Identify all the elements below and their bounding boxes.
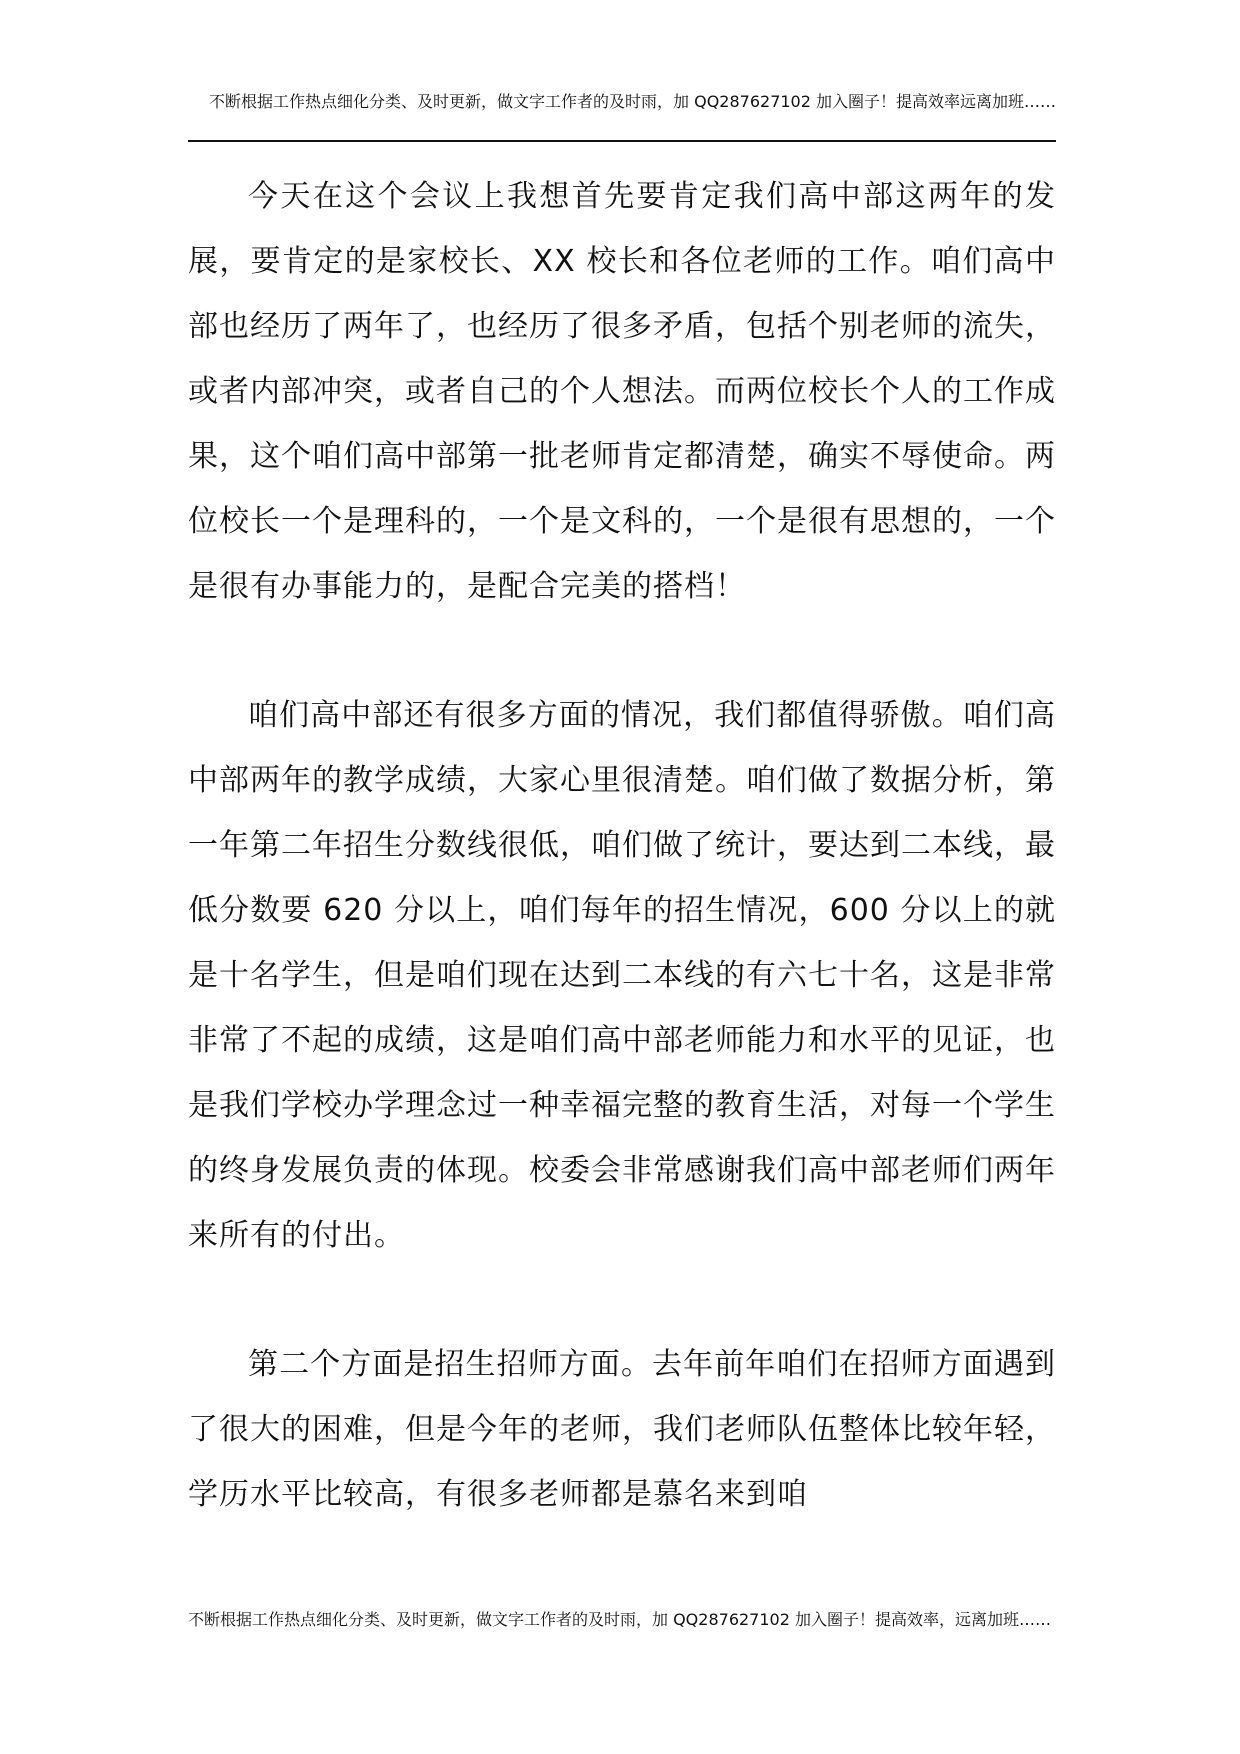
paragraph-2: 咱们高中部还有很多方面的情况，我们都值得骄傲。咱们高中部两年的教学成绩，大家心里很清楚。咱们做了数据分析，第一年第二年招生分数线很低，咱们做了统计，要达到二本线，最低分数要 620 分以上，咱们每年的招生情况，600 分以上的就是十名学生，但是咱们现在达到二本线的有六七十名，这是非常非常了不起的成绩，这是咱们高中部老师能力和水平的见证，也是我们学校办学理念过一种幸福完整的教育生活，对每一个学生的终身发展负责的体现。校委会非常感谢我们高中部老师们两年来所有的付出。 [188,698,1056,1253]
header-divider [188,140,1056,142]
paragraph-3: 第二个方面是招生招师方面。去年前年咱们在招师方面遇到了很大的困难，但是今年的老师，我们老师队伍整体比较年轻，学历水平比较高，有很多老师都是慕名来到咱 [188,1347,1056,1512]
document-body [188,164,1056,1591]
page-header: 不断根据工作热点细化分类、及时更新，做文字工作者的及时雨，加 QQ287627102 加入圈子！提高效率远离加班…… [209,92,1056,111]
paragraph-1: 今天在这个会议上我想首先要肯定我们高中部这两年的发展，要肯定的是家校长、XX 校长和各位老师的工作。咱们高中部也经历了两年了，也经历了很多矛盾，包括个别老师的流失，或者内部冲突，或者自己的个人想法。而两位校长个人的工作成果，这个咱们高中部第一批老师肯定都清楚，确实不辱使命。两位校长一个是理科的，一个是文科的，一个是很有思想的，一个是很有办事能力的，是配合完美的搭档！ [188,179,1056,604]
page-footer: 不断根据工作热点细化分类、及时更新，做文字工作者的及时雨，加 QQ287627102 加入圈子！提高效率，远离加班…… [188,1610,1051,1629]
